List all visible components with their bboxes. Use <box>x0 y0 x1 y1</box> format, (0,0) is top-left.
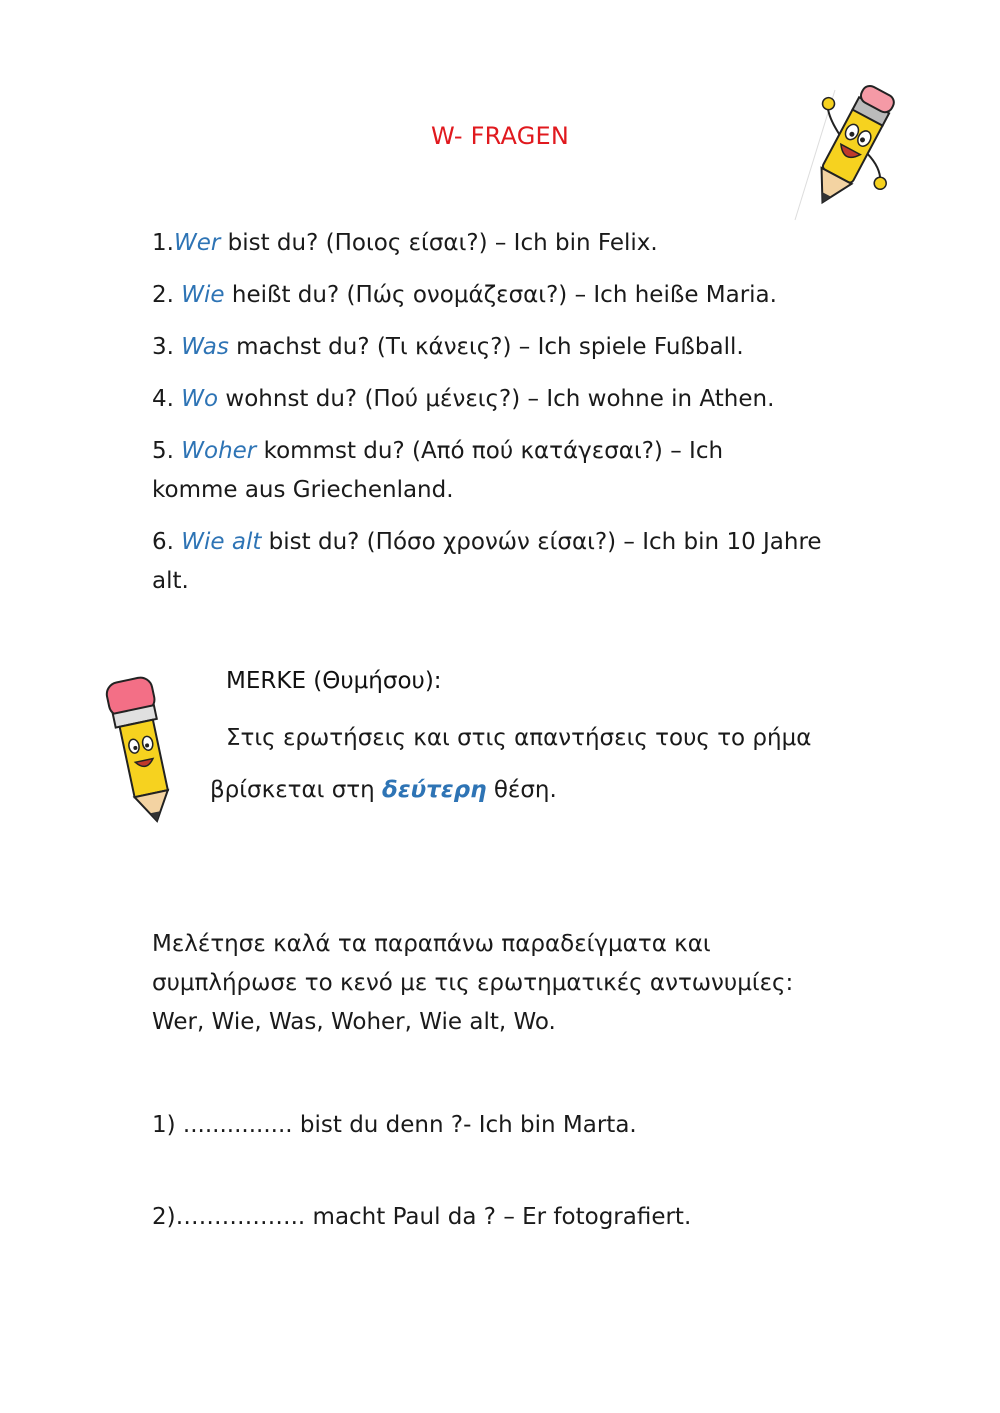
pencil-mascot-eraser-icon <box>105 670 185 830</box>
question-word: Wie <box>181 282 225 308</box>
question-word: Wo <box>181 386 219 412</box>
question-word: Wer <box>173 230 221 256</box>
example-text-continued: alt. <box>152 568 189 594</box>
example-number: 1. <box>152 230 174 256</box>
exercise-item-2[interactable]: 2)…………….. macht Paul da ? – Er fotografiert. <box>152 1204 692 1230</box>
example-text: bist du? (Πόσο χρονών είσαι?) – Ich bin 10 Jahre <box>261 529 822 555</box>
example-text: kommst du? (Από πού κατάγεσαι?) – Ich <box>256 438 724 464</box>
example-text: heißt du? (Πώς ονομάζεσαι?) – Ich heiße Maria. <box>224 282 777 308</box>
example-number: 4. <box>152 386 182 412</box>
example-number: 2. <box>152 282 182 308</box>
instructions-line-3: Wer, Wie, Was, Woher, Wie alt, Wo. <box>152 1009 556 1035</box>
page-title: W- FRAGEN <box>430 122 570 150</box>
question-word: Was <box>181 334 229 360</box>
merke-text: θέση. <box>486 777 557 803</box>
merke-text: βρίσκεται στη <box>210 777 383 803</box>
question-word: Woher <box>181 438 257 464</box>
merke-heading: MERKE (Θυμήσου): <box>226 668 442 694</box>
example-line-4 <box>152 380 774 419</box>
example-text: bist du? (Ποιος είσαι?) – Ich bin Felix. <box>220 230 658 256</box>
instructions-line-1: Μελέτησε καλά τα παραπάνω παραδείγματα και <box>152 931 711 957</box>
example-text: wohnst du? (Πού μένεις?) – Ich wohne in Athen. <box>218 386 775 412</box>
question-word: Wie alt <box>181 529 262 555</box>
instructions-line-2: συμπλήρωσε το κενό με τις ερωτηματικές αντωνυμίες: <box>152 970 794 996</box>
merke-line-2 <box>210 771 557 810</box>
pencil-mascot-icon <box>790 80 900 240</box>
exercise-item-1[interactable]: 1) ............... bist du denn ?- Ich bin Marta. <box>152 1112 637 1138</box>
example-line-1 <box>152 224 658 263</box>
merke-line-1: Στις ερωτήσεις και στις απαντήσεις τους το ρήμα <box>226 725 812 751</box>
example-line-2 <box>152 276 777 315</box>
example-text-continued: komme aus Griechenland. <box>152 477 454 503</box>
example-text: machst du? (Τι κάνεις?) – Ich spiele Fußball. <box>228 334 744 360</box>
example-number: 6. <box>152 529 182 555</box>
example-line-5 <box>152 432 723 510</box>
example-line-6 <box>152 523 822 601</box>
emphasis-word: δεύτερη <box>382 777 487 803</box>
example-number: 5. <box>152 438 182 464</box>
example-line-3 <box>152 328 744 367</box>
example-number: 3. <box>152 334 182 360</box>
